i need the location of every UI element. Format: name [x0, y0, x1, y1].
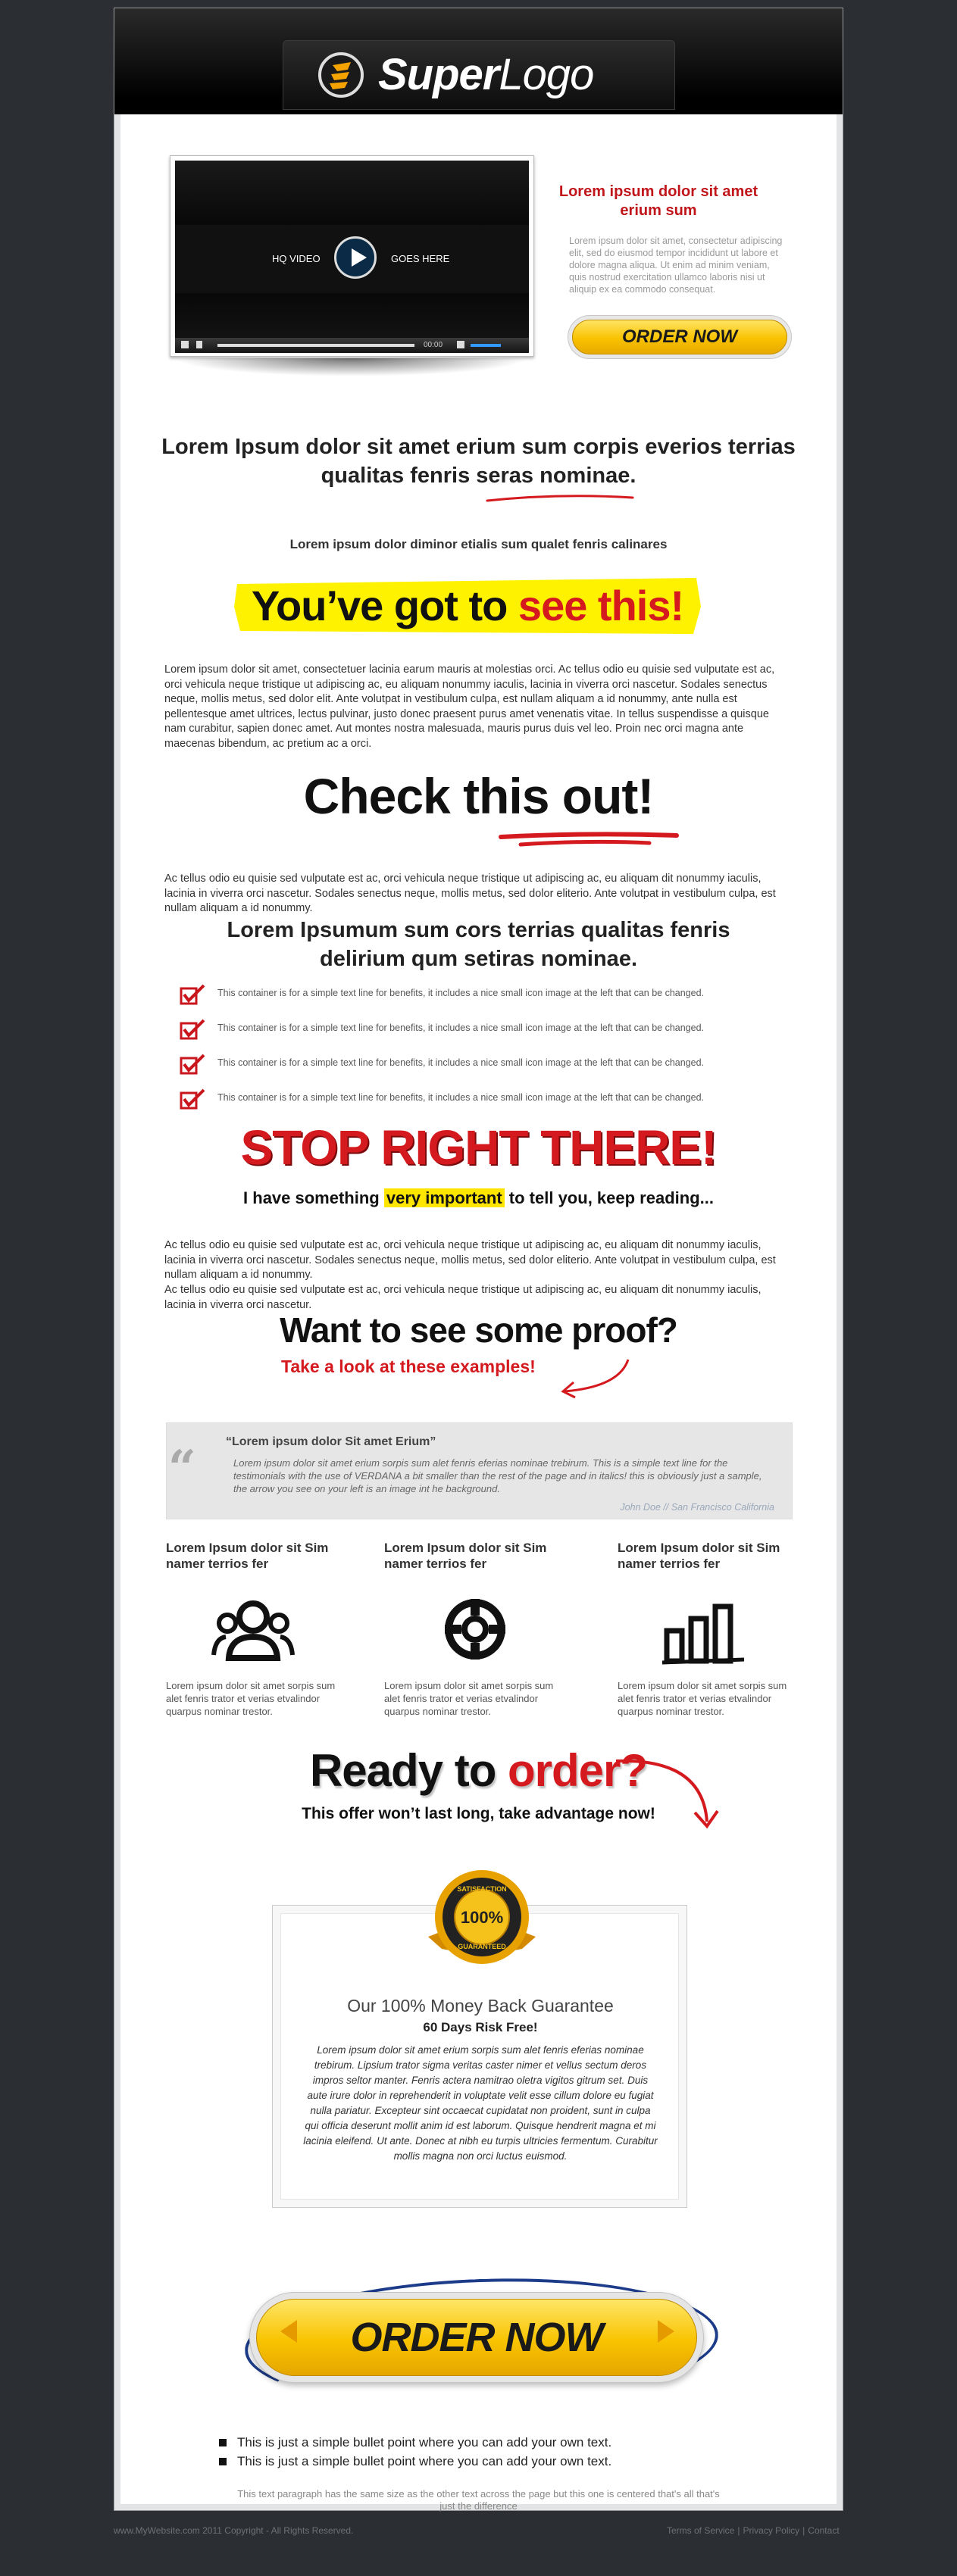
hero-text: Lorem ipsum dolor sit amet, consectetur adipiscing elit, sed do eiusmod tempor incididunt ut labore et dolore magna aliqua. Ut enim ad minim veniam, quis nostrud exercitation ullamco laboris nisi ut aliquip ex ea commodo consequat. [569, 236, 783, 295]
benefit-text: This container is for a simple text line for benefits, it includes a nice small icon image at the left that can be changed. [217, 1057, 705, 1068]
benefit-item [180, 1087, 801, 1111]
stop-sub-before: I have something [243, 1188, 384, 1207]
lifebuoy-icon [430, 1591, 521, 1667]
bullet-item: This is just a simple bullet point where you can add your own text. [219, 2452, 611, 2471]
check-text-1: Check [303, 768, 464, 824]
paragraph-1: Lorem ipsum dolor sit amet, consectetuer lacinia earum mauris at molestias orci. Ac tellus odio eu quisie sed vulputate est ac, orci vehicula neque tristique ut adipiscing ac, eu aliquam nonummy iaculis, lacinia in viverra orci nascetur. Sodales senectus neque, mollis metus, sed dolor elit. Ante volutpat in vestibulum culpa, est nullam aliquam a id nonummy, ante nulla est pellentesque amet ultrices, lectus pulvinar, justo donec praesent purus amet venenatis vitae. In tellus suspendisse a quisque nam curabitur, sapien donec amet. Aut montes nostra malesuada, mauris purus duis vel leo. Proin nec orci magna ante maecenas bibendum, ac pretium ac a orci. [164, 664, 775, 750]
guarantee-seal-icon [425, 1864, 539, 1978]
feature-text: Lorem ipsum dolor sit amet sorpis sum alet fenris trator et verias etvalindor quarpus nominar trestor. [166, 1680, 336, 1717]
check-underline-brush [498, 831, 680, 849]
footer-link-privacy[interactable]: Privacy Policy [743, 2525, 800, 2536]
quote-icon: “ [168, 1440, 196, 1497]
paragraph-4: Ac tellus odio eu quisie sed vulputate est ac, orci vehicula neque tristique ut adipiscing ac, eu aliquam dit nonummy iaculis, lacinia in viverra orci nascetur. [164, 1284, 762, 1311]
bullet-item: This is just a simple bullet point where you can add your own text. [219, 2433, 611, 2452]
headline-underline-swoosh [484, 493, 636, 504]
checkbox-checked-icon [180, 1019, 205, 1040]
benefit-item [180, 1052, 801, 1076]
logo-text-bold: Super [378, 50, 499, 99]
logo-mark-icon [317, 52, 364, 98]
video-shadow [174, 358, 530, 376]
highlight-text-black: You’ve got to [251, 582, 518, 629]
order-now-label-small: ORDER NOW [572, 320, 787, 354]
feature-text: Lorem ipsum dolor sit amet sorpis sum alet fenris trator et verias etvalindor quarpus nominar trestor. [618, 1680, 787, 1717]
checkbox-checked-icon [180, 1054, 205, 1075]
checkbox-checked-icon [180, 984, 205, 1005]
testimonial-body: Lorem ipsum dolor sit amet erium sorpis sum alet fenris eferias nominae trebirum. This is a simple text line for the testimonials with the use of VERDANA a bit smaller than the rest of the page and in italics! this is obviously just a sample, the arrow you see on your left is an image int he background. [233, 1457, 762, 1494]
sub-headline: Lorem ipsum dolor diminor etialis sum qualet fenris calinares [289, 537, 668, 551]
benefit-text: This container is for a simple text line for benefits, it includes a nice small icon image at the left that can be changed. [217, 1092, 705, 1103]
header [114, 8, 843, 114]
logo-text [378, 50, 593, 100]
video-screen [175, 161, 529, 353]
centered-note: This text paragraph has the same size as the other text across the page but this one is centered that's all that's just the difference [237, 2488, 720, 2512]
video-left-label: HQ VIDEO [272, 253, 321, 264]
order-now-label-large: ORDER NOW [256, 2299, 697, 2376]
paragraph-2: Ac tellus odio eu quisie sed vulputate est ac, orci vehicula neque tristique ut adipiscing ac, eu aliquam dit nonummy iaculis, lacinia in viverra orci nascetur. Sodales senectus neque, mollis metus, sed dolor eliterio. Ante volutpat in vestibulum culpa, est nullam aliquam a id nonummy. [164, 873, 776, 914]
seal-value-text: 100% [460, 1908, 504, 1927]
checkbox-checked-icon [180, 1088, 205, 1110]
video-time: 00:00 [424, 341, 443, 349]
highlight-text-red: see this! [518, 582, 684, 629]
seal-bottom-text: GUARANTEED [458, 1943, 506, 1950]
feature-column [384, 1540, 558, 1717]
benefit-item [180, 1017, 801, 1041]
testimonial-title: “Lorem ipsum dolor Sit amet Erium” [226, 1435, 436, 1448]
stop-subheading [120, 1188, 837, 1208]
page-frame [114, 8, 843, 2511]
feature-title: Lorem Ipsum dolor sit Sim namer terrios fer [618, 1541, 780, 1571]
arrow-right-icon [658, 2320, 674, 2343]
feature-column [166, 1540, 340, 1717]
logo[interactable] [283, 40, 675, 110]
feature-title: Lorem Ipsum dolor sit Sim namer terrios fer [166, 1541, 329, 1571]
play-icon[interactable] [334, 236, 377, 279]
ready-subheading: This offer won’t last long, take advantage now! [302, 1805, 655, 1822]
hero-title: Lorem ipsum dolor sit amet erium sum [558, 183, 758, 219]
main-content [120, 114, 837, 2512]
video-seek-bar[interactable] [217, 344, 414, 347]
arrow-left-icon [280, 2320, 297, 2343]
benefit-text: This container is for a simple text line for benefits, it includes a nice small icon image at the left that can be changed. [217, 1023, 705, 1033]
footer-link-terms[interactable]: Terms of Service [667, 2525, 735, 2536]
logo-text-light: Logo [499, 50, 594, 99]
guarantee-subtitle: 60 Days Risk Free! [423, 2020, 538, 2034]
footer-link-contact[interactable]: Contact [808, 2525, 840, 2536]
benefits-headline: Lorem Ipsumum sum cors terrias qualitas fenris delirium qum setiras nominae. [227, 918, 730, 971]
highlight-text [233, 572, 702, 640]
feature-title: Lorem Ipsum dolor sit Sim namer terrios fer [384, 1541, 547, 1571]
volume-slider[interactable] [471, 344, 501, 347]
main-headline: Lorem Ipsum dolor sit amet erium sum corpis everios terrias qualitas fenris seras nominae. [161, 435, 796, 488]
seal-top-text: SATISFACTION [457, 1885, 507, 1893]
proof-subheading: Take a look at these examples! [281, 1357, 536, 1376]
video-controls [175, 338, 529, 353]
video-right-label: GOES HERE [391, 253, 450, 264]
footer-copyright: www.MyWebsite.com 2011 Copyright - All Rights Reserved. [114, 2525, 354, 2536]
ready-text-red: order? [508, 1745, 648, 1796]
fullscreen-icon[interactable] [181, 341, 189, 348]
stop-heading: STOP RIGHT THERE! [240, 1120, 717, 1175]
guarantee-body: Lorem ipsum dolor sit amet erium sorpis sum alet fenris eferias nominae trebirum. Lipsium trator sigma veritas caster nimer et vellus sectum deros impros seltor manter. Fenris actera namitrao oletra vigitos gitrum set. Duis aute irure dolor in reprehenderit in voluptate velit esse cillum dolore eu fugiat nulla pariatur. Excepteur sint occaecat cupidatat non proident, sunt in culpa qui officia deserunt mollit anim id est laborum. Quisque hendrerit magna et mi lacinia eleifend. Ut ante. Donec at nibh eu turpis ultricies fermentum. Curabitur mollis magna non orci luctus euismod. [303, 2044, 658, 2162]
arrow-icon [558, 1357, 634, 1402]
paragraph-3: Ac tellus odio eu quisie sed vulputate est ac, orci vehicula neque tristique ut adipiscing ac, eu aliquam dit nonummy iaculis, lacinia in viverra orci nascetur. Sodales senectus neque, mollis metus, sed dolor eliterio. Ante volutpat in vestibulum culpa, est nullam aliquam a id nonummy. [164, 1239, 776, 1281]
bullet-list [219, 2433, 611, 2471]
video-player[interactable] [170, 155, 534, 357]
check-text-2: this out! [463, 768, 654, 824]
arrow-icon [611, 1753, 725, 1832]
testimonial-author: John Doe // San Francisco California [620, 1502, 774, 1513]
users-icon [208, 1591, 299, 1667]
footer-links: Terms of Service | Privacy Policy | Contact [667, 2525, 840, 2536]
bar-chart-icon [659, 1591, 750, 1667]
testimonial-box [166, 1422, 793, 1519]
guarantee-title: Our 100% Money Back Guarantee [347, 1996, 614, 2016]
benefit-item [180, 982, 801, 1007]
check-this-out-heading [120, 767, 837, 825]
feature-text: Lorem ipsum dolor sit amet sorpis sum alet fenris trator et verias etvalindor quarpus nominar trestor. [384, 1680, 554, 1717]
highlight-banner [233, 572, 702, 640]
pause-icon[interactable] [196, 341, 202, 348]
stop-sub-after: to tell you, keep reading... [504, 1188, 714, 1207]
stop-sub-highlight: very important [384, 1188, 505, 1207]
ready-text-black: Ready to [309, 1745, 508, 1796]
volume-icon[interactable] [457, 341, 464, 348]
order-now-button-small[interactable] [568, 315, 792, 359]
benefit-text: This container is for a simple text line for benefits, it includes a nice small icon image at the left that can be changed. [217, 988, 705, 998]
ready-to-order-heading [120, 1744, 837, 1797]
feature-column [618, 1540, 792, 1717]
proof-heading: Want to see some proof? [280, 1310, 677, 1350]
order-now-button-large[interactable] [249, 2292, 704, 2383]
